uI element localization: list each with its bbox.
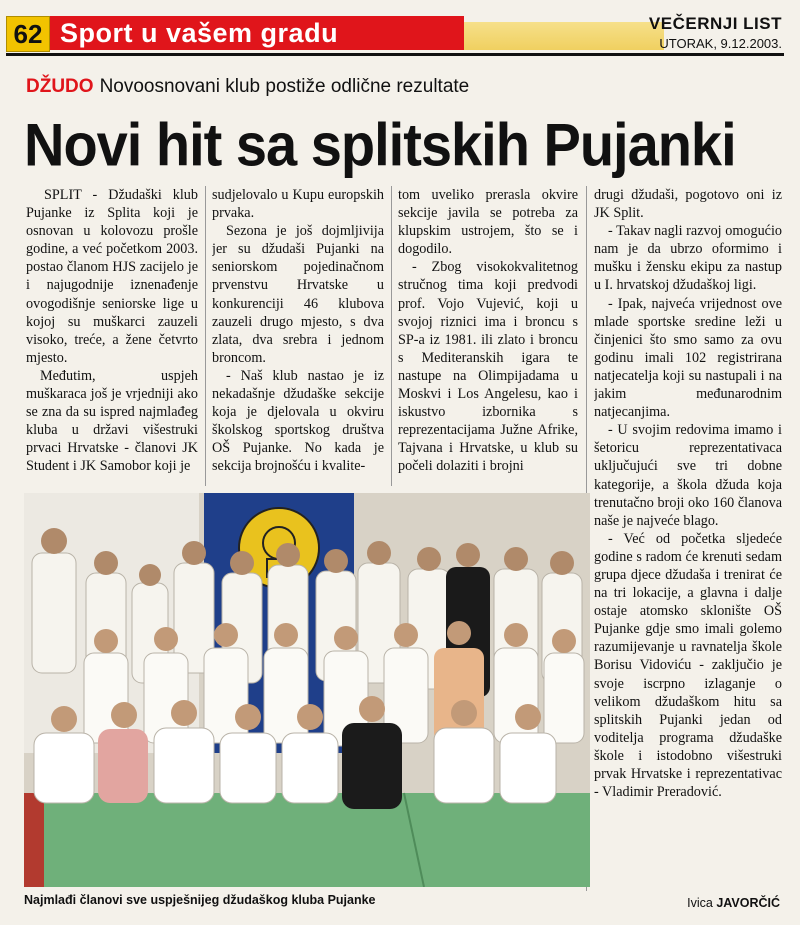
byline xyxy=(687,896,780,910)
kicker xyxy=(26,76,469,98)
paragraph: SPLIT - Džudaški klub Pujanke iz Splita koji je osnovan u kolovozu prošle godine, a već početkom 2003. postao članom HJS zacijelo je i najugodnije iznenađenje ovogodišnje seniorske lige u kojoj su muškarci zauzeli visoko, treće, a žene četvrto mjesto. xyxy=(26,187,198,366)
article-column-2 xyxy=(212,186,384,486)
page-header xyxy=(0,0,800,58)
team-photo xyxy=(24,493,590,887)
headline: Novi hit sa splitskih Pujanki xyxy=(24,110,736,179)
byline-surname: JAVORČIĆ xyxy=(716,896,780,910)
article-column-3 xyxy=(398,186,578,486)
paragraph: drugi džudaši, pogotovo oni iz JK Split. xyxy=(594,187,782,222)
photo-caption: Najmlađi članovi sve uspješnijeg džudaškog kluba Pujanke xyxy=(24,893,376,907)
header-rule xyxy=(6,53,784,56)
byline-first-name: Ivica xyxy=(687,896,713,910)
section-banner: Sport u vašem gradu xyxy=(50,16,464,50)
paragraph: - Takav nagli razvoj omogućio nam je da ubrzo oformimo i mušku i žensku ekipu za nastup u I. hrvatskoj džudaškoj ligi. xyxy=(594,223,782,294)
paragraph: Međutim, uspjeh muškaraca još je vrjedniji ako se zna da su ispred najmlađeg kluba u državi višestruki prvaci Hrvatske - članovi JK Student i JK Samobor koji je xyxy=(26,367,198,475)
newspaper-name: VEČERNJI LIST xyxy=(648,14,782,33)
masthead xyxy=(649,14,782,51)
kicker-tag: DŽUDO xyxy=(26,76,94,97)
kicker-text: Novoosnovani klub postiže odlične rezultate xyxy=(99,76,470,97)
page-number: 62 xyxy=(6,16,50,52)
header-band xyxy=(464,22,664,50)
paragraph: - Naš klub nastao je iz nekadašnje džudaške sekcije koja je djelovala u okviru školskog sportskog društva OŠ Pujanke. No kada je sekcija brojnošću i kvalite- xyxy=(212,367,384,475)
column-divider xyxy=(205,186,206,486)
article-column-1 xyxy=(26,186,198,486)
article-column-4 xyxy=(594,186,782,891)
column-divider xyxy=(391,186,392,486)
paragraph: Sezona je još dojmljivija jer su džudaši Pujanki na seniorskom pojedinačnom prvenstvu Hrvatske u konkurenciji 46 klubova zauzeli drugo mjesto, s dva zlata, dva srebra i jednom broncom. xyxy=(212,223,384,366)
paragraph: tom uveliko prerasla okvire sekcije javila se potreba za klupskim ustrojem, što se i dogodilo. xyxy=(398,187,578,258)
paragraph: sudjelovalo u Kupu europskih prvaka. xyxy=(212,187,384,222)
team-photo-illustration xyxy=(24,493,590,887)
paragraph: - Zbog visokokvalitetnog stručnog tima koji predvodi prof. Vojo Vujević, koji u svojoj riznici ima i broncu s SP-a iz 1981. ili zlato i broncu s Mediteranskih igara te nastupe na Olimpijadama u Moskvi i Los Angelesu, kao i iskustvo izbornika s reprezentacijama Južne Afrike, Tajvana i Hrvatske, u klub su počeli dolaziti i brojni xyxy=(398,259,578,475)
paragraph: - Ipak, najveća vrijednost ove mlade sportske sredine leži u činjenici što smo samo za ovu godinu imali 102 registrirana natjecatelja koji su nastupali i na jakim međunarodnim natjecanjima. xyxy=(594,295,782,421)
issue-date: UTORAK, 9.12.2003. xyxy=(659,36,782,51)
paragraph: - Već od početka sljedeće godine s radom će krenuti sedam grupa djece džudaša i trenirat će na tri lokacije, a glavna i dalje ostaje atomsko sklonište OŠ Pujanke gdje smo imali golemo razumijevanje u ravnatelja škole Borisu Vidoviću - zaključio je svoje iscrpno izlaganje o velikom džudaškom hitu sa splitskih Pujanki jedan od voditelja programa džudaške škole i istodobno višestruki prvak Hrvatske i reprezentativac - Vladimir Preradović. xyxy=(594,530,782,801)
paragraph: - U svojim redovima imamo i šetoricu reprezentativaca uključujući sve tri dobne kategorije, a škola džuda koja trenutačno broji oko 160 članova naše je najveće blago. xyxy=(594,422,782,529)
